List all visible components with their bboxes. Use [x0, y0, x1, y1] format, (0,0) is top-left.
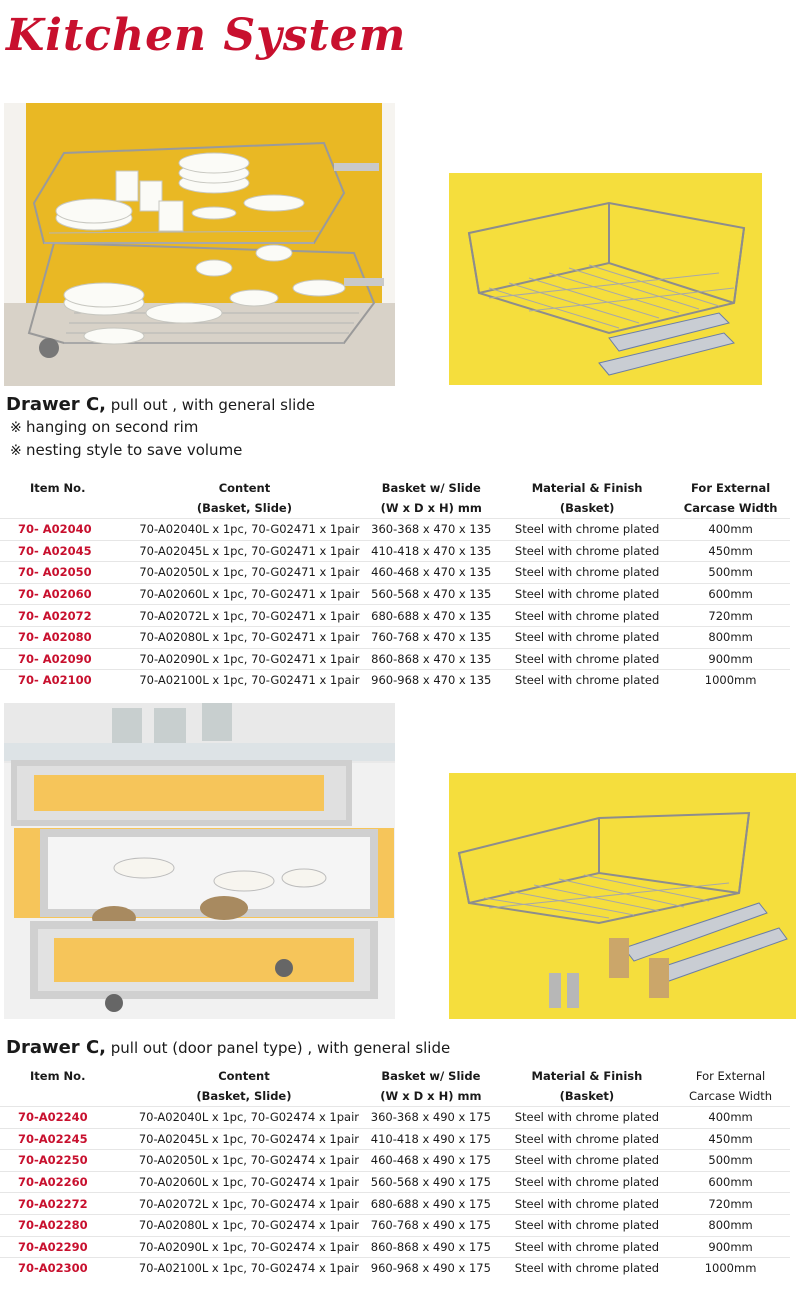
item-no-cell: 70- A02060 — [0, 583, 129, 605]
content-cell: 70-A02050L x 1pc, 70-G02471 x 1pair — [129, 562, 359, 584]
table-header-row — [0, 1086, 790, 1107]
reference-mark-icon: ※ — [10, 443, 22, 459]
door-panel-drawer-photo — [4, 703, 395, 1019]
table-header-row — [0, 1066, 790, 1086]
table-row — [0, 1150, 790, 1172]
size-cell: 560-568 x 490 x 175 — [359, 1171, 503, 1193]
material-cell: Steel with chrome plated — [503, 670, 671, 691]
material-cell: Steel with chrome plated — [503, 540, 671, 562]
table-row — [0, 562, 790, 584]
content-cell: 70-A02072L x 1pc, 70-G02471 x 1pair — [129, 605, 359, 627]
width-cell: 720mm — [671, 1193, 790, 1215]
item-no-cell: 70-A02250 — [0, 1150, 129, 1172]
header-size-sub: (W x D x H) mm — [380, 1089, 482, 1103]
width-cell: 800mm — [671, 626, 790, 648]
table-row — [0, 519, 790, 541]
width-cell: 720mm — [671, 605, 790, 627]
item-no-cell: 70-A02300 — [0, 1258, 129, 1279]
note-item — [10, 441, 242, 459]
header-material: Material & Finish — [531, 481, 643, 495]
header-width: For External — [691, 481, 771, 495]
material-cell: Steel with chrome plated — [503, 626, 671, 648]
item-no-cell: 70-A02272 — [0, 1193, 129, 1215]
note-item — [10, 418, 198, 436]
header-content-sub: Content (Basket, Slide) — [196, 1069, 292, 1103]
size-cell: 760-768 x 470 x 135 — [360, 626, 503, 648]
header-item-no: Item No. — [30, 1069, 86, 1083]
section2-heading-main: Drawer C, — [6, 1037, 106, 1058]
content-cell: 70-A02080L x 1pc, 70-G02474 x 1pair — [129, 1214, 359, 1236]
header-content-sub: (Basket, Slide) — [196, 501, 292, 515]
spec-table-1 — [0, 478, 790, 691]
basket-with-slide-photo — [449, 173, 762, 385]
item-no-cell: 70-A02245 — [0, 1128, 129, 1150]
header-width: For External — [695, 1069, 766, 1083]
section1-heading-rest: pull out , with general slide — [106, 396, 316, 414]
content-cell: 70-A02090L x 1pc, 70-G02474 x 1pair — [129, 1236, 359, 1258]
width-cell: 600mm — [671, 1171, 790, 1193]
width-cell: 900mm — [671, 1236, 790, 1258]
material-cell: Steel with chrome plated — [503, 583, 671, 605]
item-no-cell: 70- A02090 — [0, 648, 129, 670]
content-cell: 70-A02060L x 1pc, 70-G02474 x 1pair — [129, 1171, 359, 1193]
size-cell: 560-568 x 470 x 135 — [360, 583, 503, 605]
table-row — [0, 648, 790, 670]
item-no-cell: 70-A02260 — [0, 1171, 129, 1193]
table-row — [0, 583, 790, 605]
item-no-cell: 70- A02045 — [0, 540, 129, 562]
width-cell: 1000mm — [671, 670, 790, 691]
table-row — [0, 1128, 790, 1150]
content-cell: 70-A02060L x 1pc, 70-G02471 x 1pair — [129, 583, 359, 605]
material-cell: Steel with chrome plated — [503, 1258, 671, 1279]
table-row — [0, 1258, 790, 1279]
table-row — [0, 1236, 790, 1258]
size-cell: 360-368 x 470 x 135 — [360, 519, 503, 541]
table-row — [0, 670, 790, 691]
header-width-sub: Carcase Width — [689, 1089, 773, 1103]
content-cell: 70-A02100L x 1pc, 70-G02474 x 1pair — [129, 1258, 359, 1279]
width-cell: 500mm — [671, 1150, 790, 1172]
door-panel-basket-photo — [449, 773, 796, 1019]
table-row — [0, 540, 790, 562]
width-cell: 800mm — [671, 1214, 790, 1236]
note-text: hanging on second rim — [26, 418, 199, 436]
header-size: Basket w/ Slide — [381, 1069, 481, 1083]
table-row — [0, 605, 790, 627]
material-cell: Steel with chrome plated — [503, 1193, 671, 1215]
table-row — [0, 1171, 790, 1193]
section2-heading-rest: pull out (door panel type) , with general slide — [106, 1039, 451, 1057]
size-cell: 410-418 x 490 x 175 — [359, 1128, 503, 1150]
material-cell: Steel with chrome plated — [503, 1128, 671, 1150]
item-no-cell: 70-A02280 — [0, 1214, 129, 1236]
size-cell: 960-968 x 470 x 135 — [360, 670, 503, 691]
width-cell: 400mm — [671, 519, 790, 541]
table-row — [0, 1193, 790, 1215]
item-no-cell: 70- A02100 — [0, 670, 129, 691]
content-cell: 70-A02040L x 1pc, 70-G02471 x 1pair — [129, 519, 359, 541]
header-item-no: Item No. — [30, 481, 86, 495]
table-header-row — [0, 498, 790, 519]
kitchen-drawer-photo — [4, 103, 395, 386]
size-cell: 460-468 x 490 x 175 — [359, 1150, 503, 1172]
material-cell: Steel with chrome plated — [503, 1236, 671, 1258]
spec-table-2 — [0, 1066, 790, 1279]
item-no-cell: 70-A02240 — [0, 1107, 129, 1129]
content-cell: 70-A02040L x 1pc, 70-G02474 x 1pair — [129, 1107, 359, 1129]
width-cell: 900mm — [671, 648, 790, 670]
content-cell: 70-A02072L x 1pc, 70-G02474 x 1pair — [129, 1193, 359, 1215]
size-cell: 460-468 x 470 x 135 — [360, 562, 503, 584]
material-cell: Steel with chrome plated — [503, 605, 671, 627]
size-cell: 860-868 x 470 x 135 — [360, 648, 503, 670]
item-no-cell: 70- A02072 — [0, 605, 129, 627]
page-title: Kitchen System — [6, 10, 407, 61]
section2-heading — [6, 1037, 450, 1058]
note-text: nesting style to save volume — [26, 441, 243, 459]
content-cell: 70-A02045L x 1pc, 70-G02471 x 1pair — [129, 540, 359, 562]
table-row — [0, 1214, 790, 1236]
item-no-cell: 70- A02040 — [0, 519, 129, 541]
size-cell: 960-968 x 490 x 175 — [359, 1258, 503, 1279]
header-content: Content — [218, 481, 271, 495]
material-cell: Steel with chrome plated — [503, 1171, 671, 1193]
size-cell: 760-768 x 490 x 175 — [359, 1214, 503, 1236]
table-header-row — [0, 478, 790, 498]
material-cell: Steel with chrome plated — [503, 562, 671, 584]
size-cell: 680-688 x 470 x 135 — [360, 605, 503, 627]
material-cell: Steel with chrome plated — [503, 648, 671, 670]
material-cell: Steel with chrome plated — [503, 1150, 671, 1172]
material-cell: Steel with chrome plated — [503, 1214, 671, 1236]
size-cell: 360-368 x 490 x 175 — [359, 1107, 503, 1129]
header-material: Material & Finish — [531, 1069, 643, 1083]
header-material-sub: (Basket) — [559, 501, 615, 515]
header-width-sub: Carcase Width — [683, 501, 778, 515]
header-material-sub: (Basket) — [559, 1089, 615, 1103]
size-cell: 680-688 x 490 x 175 — [359, 1193, 503, 1215]
width-cell: 450mm — [671, 1128, 790, 1150]
width-cell: 500mm — [671, 562, 790, 584]
content-cell: 70-A02050L x 1pc, 70-G02474 x 1pair — [129, 1150, 359, 1172]
content-cell: 70-A02045L x 1pc, 70-G02474 x 1pair — [129, 1128, 359, 1150]
item-no-cell: 70-A02290 — [0, 1236, 129, 1258]
item-no-cell: 70- A02050 — [0, 562, 129, 584]
content-cell: 70-A02090L x 1pc, 70-G02471 x 1pair — [129, 648, 359, 670]
section1-heading — [6, 394, 315, 415]
material-cell: Steel with chrome plated — [503, 1107, 671, 1129]
item-no-cell: 70- A02080 — [0, 626, 129, 648]
content-cell: 70-A02100L x 1pc, 70-G02471 x 1pair — [129, 670, 359, 691]
width-cell: 450mm — [671, 540, 790, 562]
size-cell: 410-418 x 470 x 135 — [360, 540, 503, 562]
material-cell: Steel with chrome plated — [503, 519, 671, 541]
table-row — [0, 1107, 790, 1129]
width-cell: 400mm — [671, 1107, 790, 1129]
width-cell: 1000mm — [671, 1258, 790, 1279]
width-cell: 600mm — [671, 583, 790, 605]
table-row — [0, 626, 790, 648]
section1-heading-main: Drawer C, — [6, 394, 106, 415]
header-size-sub: (W x D x H) mm — [380, 501, 482, 515]
header-size: Basket w/ Slide — [381, 481, 481, 495]
content-cell: 70-A02080L x 1pc, 70-G02471 x 1pair — [129, 626, 359, 648]
reference-mark-icon: ※ — [10, 420, 22, 436]
size-cell: 860-868 x 490 x 175 — [359, 1236, 503, 1258]
